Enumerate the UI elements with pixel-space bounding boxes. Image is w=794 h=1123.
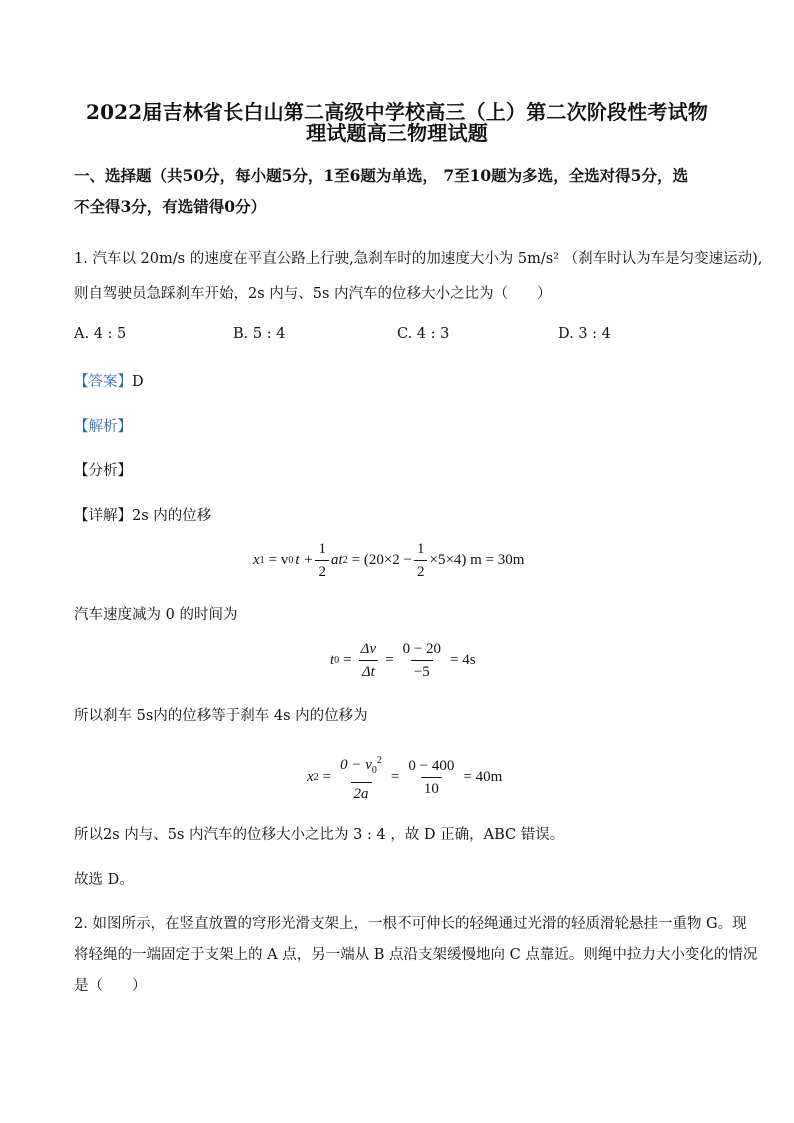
formula1-half-den: 2 [315, 560, 329, 581]
formula1-lhs: x [253, 552, 260, 568]
five-second-line: 所以刹车 5s内的位移等于刹车 4s 内的位移为 [74, 708, 368, 724]
choose-line: 故选 D。 [74, 872, 134, 888]
formula2-frac2-num: 0 − 20 [402, 641, 442, 657]
detail-line [74, 504, 211, 525]
document-title-line1: 2022届吉林省长白山第二高级中学校高三（上）第二次阶段性考试物 [85, 100, 709, 124]
q1-option-c: C. 4 : 3 [397, 326, 450, 342]
document-title-line2: 理试题高三物理试题 [306, 121, 488, 145]
q1-option-a: A. 4 : 5 [74, 326, 127, 342]
formula3-frac1-num-text: 0 − v [340, 757, 372, 773]
formula3-frac1 [337, 752, 385, 803]
formula1-half2 [414, 540, 428, 581]
formula3-frac1-num-sub: 0 [371, 765, 377, 776]
formula2-eq: = [343, 652, 352, 668]
formula2-frac2-den: −5 [411, 660, 433, 681]
analysis-tag: 【解析】 [74, 419, 132, 435]
q1-stem-line2: 则自驾驶员急踩刹车开始，2s 内与、5s 内汽车的位移大小之比为（ ） [74, 286, 552, 302]
q1-option-d: D. 3 : 4 [558, 326, 611, 342]
formula3-frac2-num: 0 − 400 [408, 758, 455, 774]
answer-value: D [132, 374, 144, 390]
q1-option-b: B. 5 : 4 [233, 326, 286, 342]
section-heading-line1: 一、选择题（共50分，每小题5分，1至6题为单选， 7至10题为多选，全选对得5分，选 [74, 166, 688, 185]
formula3-tail: = 40m [463, 769, 503, 785]
q2-stem-line3: 是（ ） [74, 978, 147, 994]
formula1-lhs-sub: 1 [259, 555, 265, 566]
formula3-lhs-sub: 2 [313, 772, 319, 783]
formula-displacement-2s [253, 540, 524, 581]
formula1-mid: = (20×2 − [351, 552, 412, 568]
answer-line [74, 370, 144, 391]
formula2-tail: = 4s [450, 652, 476, 668]
fenxi-tag: 【分析】 [74, 463, 132, 479]
detail-text: 2s 内的位移 [132, 508, 212, 524]
formula2-frac1 [358, 640, 379, 681]
conclusion-line: 所以2s 内与、5s 内汽车的位移大小之比为 3 : 4 ，故 D 正确，ABC 错误。 [74, 827, 565, 843]
speed-zero-line: 汽车速度减为 0 的时间为 [74, 607, 238, 623]
formula1-tail: ×5×4) m = 30m [429, 552, 525, 568]
formula1-half2-den: 2 [414, 560, 428, 581]
formula2-lhs-sub: 0 [334, 655, 340, 666]
formula2-eq2: = [385, 652, 394, 668]
answer-tag: 【答案】 [74, 374, 132, 390]
formula2-frac1-den: Δt [359, 660, 378, 681]
formula2-frac1-num: Δv [360, 641, 377, 657]
formula3-frac2 [405, 757, 457, 798]
formula1-half2-num: 1 [416, 541, 425, 557]
formula2-lhs: t [330, 652, 335, 668]
formula1-half-num: 1 [318, 541, 326, 557]
formula3-frac2-den: 10 [421, 777, 442, 798]
formula1-half [315, 540, 329, 581]
formula3-frac1-num [337, 752, 385, 782]
formula1-eq: = v [268, 552, 289, 568]
formula1-t: t + [295, 552, 314, 568]
formula3-frac1-den: 2a [351, 782, 372, 803]
formula-stop-time [330, 640, 476, 681]
formula2-frac2 [400, 640, 444, 681]
section-heading-line2: 不全得3分，有选错得0分） [74, 197, 267, 216]
detail-tag: 【详解】 [74, 508, 132, 524]
q2-stem-line1: 2. 如图所示，在竖直放置的穹形光滑支架上，一根不可伸长的轻绳通过光滑的轻质滑轮悬挂一重物 G。现 [74, 916, 747, 932]
formula3-frac1-num-sup: 2 [376, 755, 382, 766]
formula3-eq2: = [390, 769, 400, 785]
formula-displacement-5s [307, 752, 502, 803]
q2-stem-line2: 将轻绳的一端固定于支架上的 A 点，另一端从 B 点沿支架缓慢地向 C 点靠近。则绳中拉力大小变化的情况 [74, 947, 758, 963]
formula3-eq: = [322, 769, 332, 785]
formula1-v-sub: 0 [288, 555, 294, 566]
formula1-sup: 2 [342, 555, 348, 566]
q1-stem-line1: 1. 汽车以 20m/s 的速度在平直公路上行驶,急刹车时的加速度大小为 5m/s² （刹车时认为车是匀变速运动), [74, 251, 763, 267]
formula1-at: at [330, 552, 343, 568]
formula3-lhs: x [307, 769, 314, 785]
